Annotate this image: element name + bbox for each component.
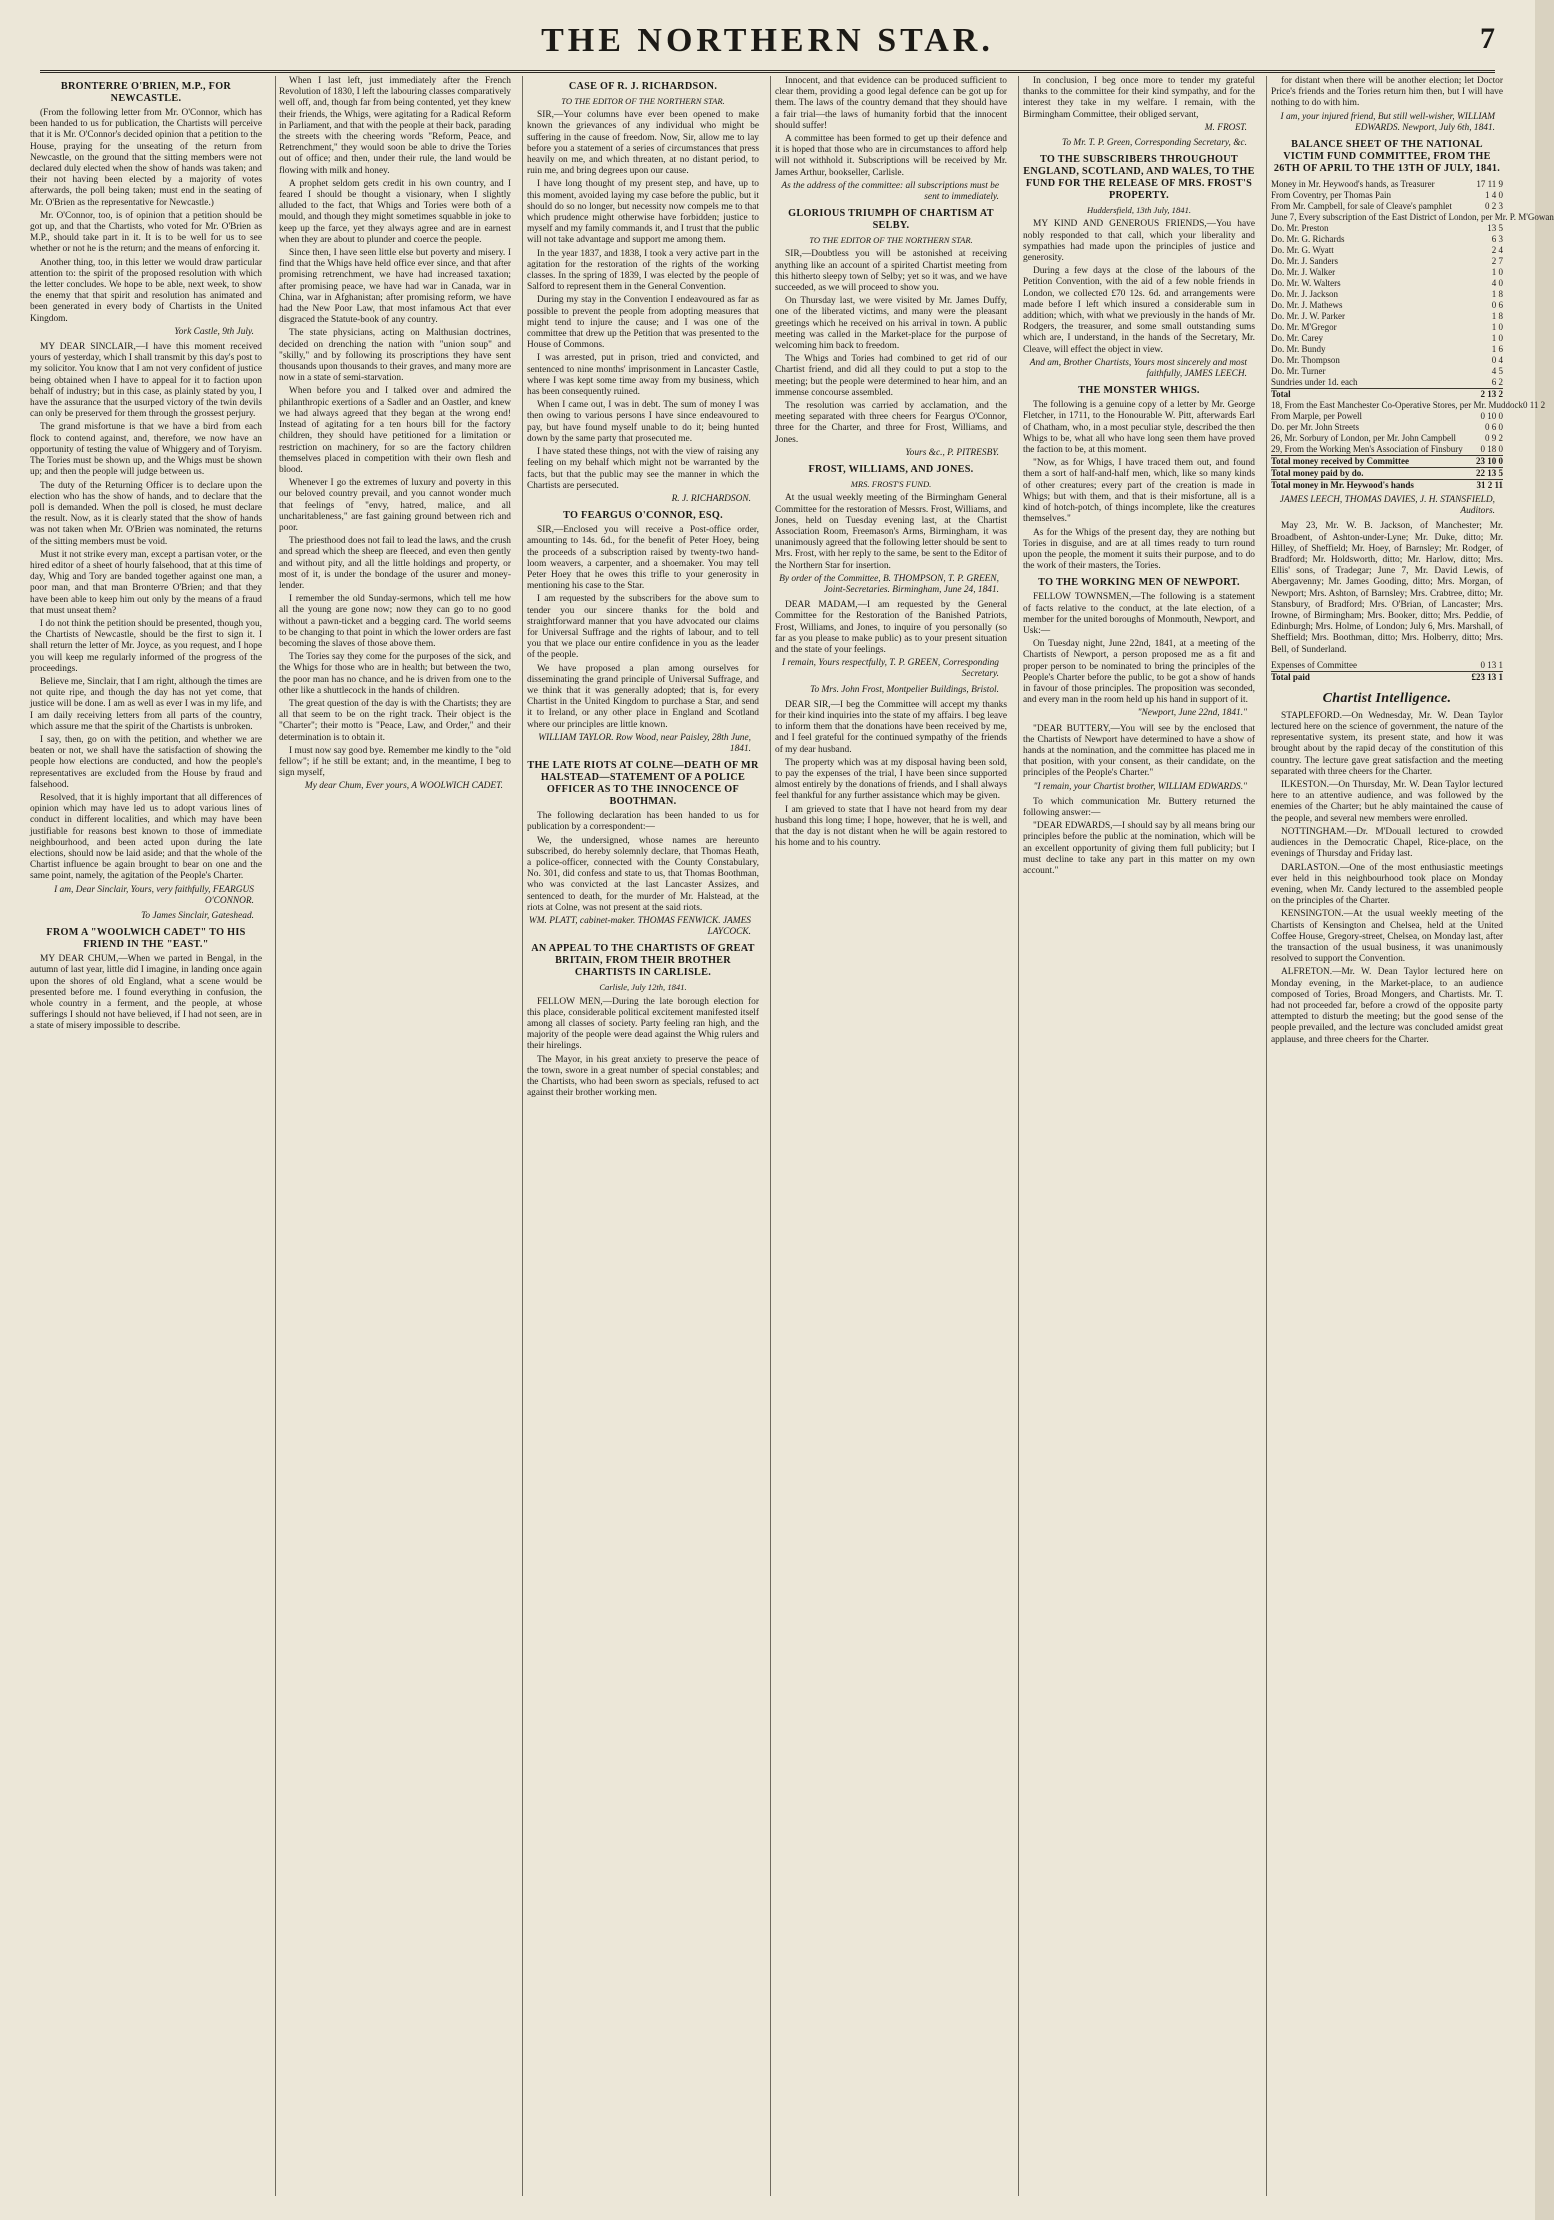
article-paragraph: FELLOW TOWNSMEN,—The following is a statement of facts relative to the conduct, at the late election, of a member for the united boroughs of Monmouth, Newport, and Usk:—	[1023, 592, 1255, 636]
column-rule	[275, 76, 276, 2196]
balance-amount: 1 8	[1491, 311, 1503, 322]
balance-label: Do. Mr. J. Mathews	[1271, 300, 1343, 311]
article-paragraph: MY KIND AND GENEROUS FRIENDS,—You have nobly responded to that call, which your liberality and sympathies had made upon the principles of justice and generosity.	[1023, 219, 1255, 264]
balance-label: Money in Mr. Heywood's hands, as Treasurer	[1271, 179, 1435, 190]
article-signature: I am, your injured friend, But still well-wisher, WILLIAM EDWARDS. Newport, July 6th, 1841.	[1280, 111, 1495, 133]
article-heading: AN APPEAL TO THE CHARTISTS OF GREAT BRITAIN, FROM THEIR BROTHER CHARTISTS IN CARLISLE.	[531, 943, 755, 979]
article-subheading: TO THE EDITOR OF THE NORTHERN STAR.	[561, 96, 725, 106]
balance-row	[1271, 223, 1503, 234]
article-signature: JAMES LEECH, THOMAS DAVIES, J. H. STANSFIELD, Auditors.	[1279, 495, 1495, 517]
article-paragraph: We, the undersigned, whose names are hereunto subscribed, do hereby solemnly declare, that Thomas Heath, a police-officer, connected with the County Constabulary, No. 301, did confess and state to us, that Thomas Boothman, who was convicted at the last Lancaster Assizes, and sentenced to death, for the murder of Mr. Halstead, at the riots at Colne, was not present at the said riots.	[527, 835, 759, 913]
article-subheading: Carlisle, July 12th, 1841.	[599, 982, 687, 993]
article-paragraph: ALFRETON.—Mr. W. Dean Taylor lectured here on Monday evening, in the Market-place, to an audience composed of Tories, Broad Mongers, and Chartists. Mr. T. had not proceeded far, before a crowd of the opposite party attempted to disturb the meeting; but the good sense of the people prevailed, and the lecture was concluded amidst great applause, and three cheers for the Charter.	[1271, 967, 1503, 1045]
balance-amount: 13 5	[1487, 223, 1503, 234]
balance-row	[1271, 179, 1503, 190]
balance-row	[1271, 190, 1503, 201]
article-paragraph: During my stay in the Convention I endeavoured as far as possible to prevent the people from adopting measures that might tend to injure the cause; and I was one of the committee that drew up the Petition that was presented to the House of Commons.	[527, 295, 759, 351]
balance-amount: 2 13 2	[1480, 389, 1503, 400]
article-paragraph: The property which was at my disposal having been sold, to pay the expenses of the trial, I have been since supported almost entirely by the donations of friends, and I shall always feel thankful for any further assistance which may be given.	[775, 757, 1007, 802]
balance-row	[1271, 289, 1503, 300]
page-number: 7	[1480, 22, 1495, 55]
balance-row	[1271, 333, 1503, 344]
column-rule	[522, 76, 523, 2196]
column-1	[30, 76, 262, 2196]
article-paragraph: When I came out, I was in debt. The sum of money I was then owing to various persons I have since endeavoured to pay, but have found myself unable to do it; being hunted down by the same party that prosecuted me.	[527, 400, 759, 444]
article-signature: I remain, Yours respectfully, T. P. GREEN, Corresponding Secretary.	[781, 658, 999, 680]
column-2	[279, 76, 511, 2196]
article-subheading: Huddersfield, 13th July, 1841.	[1086, 205, 1192, 216]
balance-row	[1271, 467, 1503, 479]
article-paragraph: Innocent, and that evidence can be produced sufficient to clear them, providing a good legal defence can be got up for them. The laws of the country demand that they should have a fair trial—the laws of humanity forbid that the innocent should suffer!	[775, 76, 1007, 131]
balance-row	[1271, 245, 1503, 256]
balance-amount: 22 13 5	[1476, 468, 1503, 479]
article-signature: I am, Dear Sinclair, Yours, very faithfully, FEARGUS O'CONNOR.	[54, 884, 254, 906]
balance-amount: 0 6	[1491, 300, 1503, 311]
article-heading: CASE OF R. J. RICHARDSON.	[568, 81, 718, 92]
article-paragraph: The priesthood does not fail to lead the laws, and the crush and spread which the sheep are fleeced, and even then gently and without pity, and all the little holdings and property, or most of it, is under the bondage of the usurer and money-lender.	[279, 536, 511, 591]
balance-label: Do. Mr. Carey	[1271, 333, 1323, 344]
balance-row	[1271, 444, 1503, 455]
article-paragraph: I say, then, go on with the petition, and whether we are beaten or not, we shall have the satisfaction of showing the people how elections are conducted, and how the people's representatives are excluded from the House by fraud and falsehood.	[30, 734, 262, 790]
section-heading: Chartist Intelligence.	[1322, 690, 1452, 706]
article-paragraph: MY DEAR SINCLAIR,—I have this moment received yours of yesterday, which I shall transmit by this day's post to my solicitor. You know that I am not very confident of justice being obtained when I have to appeal for it to faction upon behalf of industry; but in this case, as plainly stated by you, I have the assurance that the usurped victory of the twin devils can only be preserved for them through the grossest perjury.	[30, 342, 262, 420]
article-paragraph: "DEAR EDWARDS,—I should say by all means bring our principles before the public at the nomination, which will be an excellent opportunity of giving them full publicity; but I must decline to take any part in this matter on my own account."	[1023, 821, 1255, 876]
article-paragraph: for distant when there will be another election; let Doctor Price's friends and the Tories return him then, but I will have nothing to do with him.	[1271, 76, 1503, 109]
article-heading: THE MONSTER WHIGS.	[1078, 385, 1200, 397]
balance-label: Total money paid by do.	[1271, 468, 1364, 479]
article-signature: By order of the Committee, B. THOMPSON, T. P. GREEN, Joint-Secretaries. Birmingham, June 24, 1841.	[779, 573, 999, 595]
column-rule	[770, 76, 771, 2196]
article-paragraph: Mr. O'Connor, too, is of opinion that a petition should be got up, and that the Chartists, who voted for Mr. O'Brien as M.P., should take part in it. It is to be well for us to see whether or not he is the return; and the means of enforcing it.	[30, 210, 262, 255]
article-paragraph: FELLOW MEN,—During the late borough election for this place, considerable political excitement manifested itself among all classes of society. Party feeling ran high, and the majority of the people were dead against the Whig rulers and their hirelings.	[527, 996, 759, 1052]
column-6	[1271, 76, 1554, 2196]
article-signature: As the address of the committee: all subscriptions must be sent to immediately.	[781, 180, 999, 203]
balance-row	[1271, 256, 1503, 267]
balance-label: Do. Mr. W. Walters	[1271, 278, 1341, 289]
balance-label: From Marple, per Powell	[1271, 411, 1362, 422]
balance-sheet	[1271, 179, 1554, 491]
article-paragraph: NOTTINGHAM.—Dr. M'Douall lectured to crowded audiences in the Democratic Chapel, Rice-place, on the evenings of Thursday and Friday last.	[1271, 826, 1503, 860]
balance-amount: 0 9 2	[1485, 433, 1503, 444]
article-paragraph: When before you and I talked over and admired the philanthropic exertions of a Sadler and an Oastler, and knew we had always agreed that they began at the wrong end! Instead of agitating for a ten hours bill for the factory children, they should have petitioned for a limitation or restriction on machinery, for so are the factory children themselves placed in competition with their own flesh and blood.	[279, 386, 511, 475]
balance-amount: 0 4	[1491, 355, 1503, 366]
article-paragraph: The duty of the Returning Officer is to declare upon the election who has the show of hands, and to declare that the poll is demanded. When the poll is closed, he must declare the result. Now, as it is clearly stated that the show of hands was not taken when Mr. O'Brien was nominated, the returns of the sitting members must be void.	[30, 480, 262, 547]
balance-label: Do. Mr. J. Walker	[1271, 267, 1336, 278]
article-heading: THE LATE RIOTS AT COLNE—DEATH OF MR HALSTEAD—STATEMENT OF A POLICE OFFICER AS TO THE INNOCENCE OF BOOTHMAN.	[527, 760, 759, 808]
article-heading: TO FEARGUS O'CONNOR, ESQ.	[563, 510, 723, 522]
balance-row	[1271, 344, 1503, 355]
article-heading: FROM A "WOOLWICH CADET" TO HIS FRIEND IN THE "EAST."	[46, 927, 246, 951]
balance-amount: 1 0	[1491, 267, 1503, 278]
balance-row	[1271, 311, 1503, 322]
article-paragraph: As for the Whigs of the present day, they are nothing but Tories in disguise, and are at all times ready to turn round upon the people, the moment it suits their purpose, and to do the work of their masters, the Tories.	[1023, 527, 1255, 572]
balance-label: Total	[1271, 389, 1291, 400]
article-paragraph: When I last left, just immediately after the French Revolution of 1830, I left the labouring classes comparatively well off, and, though far from being contented, yet they knew their friends, the Whigs, were agitating for a Radical Reform in Parliament, and that with the people at their back, parading the streets with the cheering words "Reform, Peace, and Retrenchment," they would soon be able to drive the Tories out of office; and then, under their rule, the land would be flowing with milk and honey.	[279, 76, 511, 176]
article-signature: Yours &c., P. PITRESBY.	[905, 447, 999, 458]
balance-label: Do. Mr. Turner	[1271, 366, 1326, 377]
article-paragraph: DARLASTON.—One of the most enthusiastic meetings ever held in this neighbourhood took place on Monday evening, when Mr. Candy lectured to the assembled people on the principles of the Charter.	[1271, 862, 1503, 907]
balance-label: 18, From the East Manchester Co-Operative Stores, per Mr. Muddock	[1271, 400, 1523, 411]
article-paragraph: Another thing, too, in this letter we would draw particular attention to: the spirit of the proposed resolution with which the letter concludes. We hope to be able, next week, to show the enemy that that spirit and resolution has animated and been generated in every body of Chartists in the United Kingdom.	[30, 257, 262, 324]
balance-sheet	[1271, 660, 1503, 683]
balance-label: Total money received by Committee	[1271, 456, 1409, 467]
article-paragraph: SIR,—Your columns have ever been opened to make known the grievances of any individual who might be suffering in the cause of freedom. Now, Sir, allow me to lay before you a statement of a series of circumstances that press heavily on me, and which threaten, at no distant period, to ruin me, and bring degrees upon our cause.	[527, 110, 759, 177]
balance-label: Sundries under 1d. each	[1271, 377, 1358, 388]
article-heading: TO THE WORKING MEN OF NEWPORT.	[1038, 577, 1240, 589]
balance-label: Total money in Mr. Heywood's hands	[1271, 480, 1414, 491]
article-paragraph: I have long thought of my present step, and have, up to this moment, avoided laying my case before the public, but it should do so no longer, but necessity now compels me to that which prudence might otherwise have forbidden; justice to myself and my family commands it, and I trust that the public will not take advantage and support me among them.	[527, 179, 759, 246]
balance-row	[1271, 267, 1503, 278]
balance-label: Do. Mr. J. Sanders	[1271, 256, 1338, 267]
balance-amount: 6 2	[1491, 377, 1503, 388]
balance-label: Expenses of Committee	[1271, 659, 1357, 670]
balance-label: From Coventry, per Thomas Pain	[1271, 190, 1391, 201]
article-signature: And am, Brother Chartists, Yours most sincerely and most faithfully, JAMES LEECH.	[1029, 357, 1247, 380]
balance-row	[1271, 300, 1503, 311]
balance-label: 29, From the Working Men's Association of Finsbury	[1271, 444, 1463, 455]
balance-amount: 17 11 9	[1476, 179, 1503, 190]
article-signature: "I remain, your Chartist brother, WILLIAM EDWARDS."	[1033, 781, 1247, 792]
article-signature: WILLIAM TAYLOR. Row Wood, near Paisley, 28th June, 1841.	[538, 732, 751, 754]
article-heading: GLORIOUS TRIUMPH OF CHARTISM AT SELBY.	[788, 208, 994, 232]
article-signature: My dear Chum, Ever yours, A WOOLWICH CADET.	[304, 781, 503, 792]
article-signature: To Mrs. John Frost, Montpelier Buildings, Bristol.	[810, 684, 999, 695]
balance-row	[1271, 660, 1503, 671]
balance-label: Do. Mr. J. W. Parker	[1271, 311, 1345, 322]
article-paragraph: The Whigs and Tories had combined to get rid of our Chartist friend, and did all they could to put a stop to the meeting; but the people were determined to hear him, and an immense concourse assembled.	[775, 354, 1007, 398]
article-paragraph: We have proposed a plan among ourselves for disseminating the grand principle of Universal Suffrage, and we think that it was generally adopted; that is, for every Chartist in the United Kingdom to purchase a Star, and send it to Ireland, or any other place in England and Scotland where our principles are little known.	[527, 663, 759, 730]
article-subheading: MRS. FROST'S FUND.	[850, 479, 932, 490]
balance-label: Do. Mr. J. Jackson	[1271, 289, 1338, 300]
article-paragraph: I have stated these things, not with the view of raising any feeling on my behalf which might not be warranted by the facts, but that the public may see the manner in which the Chartists are persecuted.	[527, 447, 759, 491]
article-subheading: TO THE EDITOR OF THE NORTHERN STAR.	[809, 235, 973, 246]
balance-amount: 1 0	[1491, 322, 1503, 333]
balance-label: Total paid	[1271, 671, 1310, 682]
balance-row	[1271, 433, 1503, 444]
article-paragraph: "Now, as for Whigs, I have traced them out, and found them a sort of half-and-half men, which, like so many kinds of other creatures; every part of the creation is made in Whigs; but with them, and that is their misfortune, all is a kind of hotch-potch, of things incomplete, like the creatures themselves."	[1023, 458, 1255, 525]
balance-row	[1271, 377, 1503, 388]
article-paragraph: In the year 1837, and 1838, I took a very active part in the agitation for the restoration of the rights of the working classes. In the spring of 1839, I was elected by the people of Salford to represent them in the General Convention.	[527, 248, 759, 293]
balance-amount: 2 4	[1491, 245, 1503, 256]
article-paragraph: SIR,—Enclosed you will receive a Post-office order, amounting to 14s. 6d., for the benefit of Peter Hoey, being the proceeds of a subscription raised by twenty-two hand-loom weavers, a carpenter, and a shoemaker. You may tell Peter Hoey that he owes this trifle to your generosity in mentioning his case to the Star.	[527, 525, 759, 592]
balance-amount: 4 0	[1491, 278, 1503, 289]
balance-label: From Mr. Campbell, for sale of Cleave's pamphlet	[1271, 201, 1452, 212]
article-paragraph: Whenever I go the extremes of luxury and poverty in this our beloved country prevail, and you cannot wonder much that feelings of "envy, hatred, malice, and all uncharitableness," are fast gaining ground between rich and poor.	[279, 478, 511, 533]
article-paragraph: I must now say good bye. Remember me kindly to the "old fellow"; if he still be extant; and, in the meantime, I beg to sign myself,	[279, 745, 511, 779]
balance-amount: 0 2 3	[1485, 201, 1503, 212]
balance-label: Do. Mr. Preston	[1271, 223, 1329, 234]
article-signature: M. FROST.	[1204, 122, 1247, 133]
masthead	[40, 18, 1495, 73]
balance-amount: 0 18 0	[1480, 444, 1503, 455]
article-paragraph: The following declaration has been handed to us for publication by a correspondent:—	[527, 811, 759, 833]
balance-amount: 6 3	[1491, 234, 1503, 245]
article-paragraph: ILKESTON.—On Thursday, Mr. W. Dean Taylor lectured here to an attentive audience, and was followed by the enemies of the Charter; but he ably maintained the cause of the people, and several new members were enrolled.	[1271, 780, 1503, 824]
article-paragraph: To which communication Mr. Buttery returned the following answer:—	[1023, 796, 1255, 818]
balance-label: June 7, Every subscription of the East District of London, per Mr. P. M'Gowan	[1271, 212, 1554, 223]
balance-amount: 2 7	[1491, 256, 1503, 267]
article-paragraph: I do not think the petition should be presented, though you, the Chartists of Newcastle, should be the first to sign it. I shall return the letter of Mr. Joyce, as you request, and I hope you will keep me regularly informed of the progress of the proceedings.	[30, 618, 262, 674]
column-5	[1023, 76, 1255, 2196]
balance-label: Do. Mr. M'Gregor	[1271, 322, 1337, 333]
balance-row	[1271, 479, 1503, 491]
article-paragraph: During a few days at the close of the labours of the Petition Convention, with the aid of a few noble friends in London, we collected £70 12s. 6d. and arrangements were made before I left which insured a considerable sum in addition; which, with what we previously in the hands of Mr. Rodgers, the treasurer, and some small outstanding sums which are, I understand, in the hands of the Secretary, Mr. Cleave, will effect the object in view.	[1023, 266, 1255, 355]
article-paragraph: Must it not strike every man, except a partisan voter, or the hired editor of a sheet of hourly falsehood, that at this time of day, Whig and Tory are banded together against one man, a poor man, and that man Bronterre O'Brien; and that they have been able to keep him out only by the means of a fraud that must unseat them?	[30, 549, 262, 616]
article-paragraph: STAPLEFORD.—On Wednesday, Mr. W. Dean Taylor lectured here on the science of government, the nature of the representative system, its present state, and how it was brought about by the rapid decay of the constitution of this country. The lecture gave great satisfaction and the meeting separated with three cheers for the Charter.	[1271, 710, 1503, 777]
balance-row	[1271, 411, 1503, 422]
article-paragraph: DEAR MADAM,—I am requested by the General Committee for the Restoration of the Banished Patriots, Frost, Williams, and Jones, to inquire of you personally (so far as you please to make public) as to your present situation and the state of your feelings.	[775, 600, 1007, 655]
balance-label: Do. Mr. Bundy	[1271, 344, 1326, 355]
article-paragraph: A committee has been formed to get up their defence and it is hoped that those who are in circumstances to afford help will not withhold it. Subscriptions will be received by Mr. James Arthur, bookseller, Carlisle.	[775, 134, 1007, 178]
article-signature: To Mr. T. P. Green, Corresponding Secretary, &c.	[1062, 138, 1247, 149]
balance-amount: 4 5	[1491, 366, 1503, 377]
article-heading: BRONTERRE O'BRIEN, M.P., FOR NEWCASTLE.	[60, 81, 232, 104]
balance-amount: 1 0	[1491, 333, 1503, 344]
column-rule	[1018, 76, 1019, 2196]
article-paragraph: On Thursday last, we were visited by Mr. James Duffy, one of the liberated victims, and many were the pleasant greetings which he received on his arrival in town. A public meeting was called in the Market-place for the purpose of welcoming him back to freedom.	[775, 296, 1007, 352]
balance-label: Do. Mr. G. Wyatt	[1271, 245, 1334, 256]
balance-row	[1271, 212, 1554, 223]
article-paragraph: A prophet seldom gets credit in his own country, and I feared I should be thought a visionary, when I slightly alluded to the fact, that Whigs and Tories were both of a mould, and though they might sometimes squabble in joke to keep up the farce, yet they always agree and are in earnest when they are about to plunder and coerce the people.	[279, 178, 511, 245]
article-paragraph: Believe me, Sinclair, that I am right, although the times are not quite ripe, and though the day has not yet come, that justice will be done. I am as well as ever I was in my life, and I am daily receiving letters from all parts of the country, which assure me that the spirit of the Chartists is unbroken.	[30, 676, 262, 732]
balance-row	[1271, 201, 1503, 212]
balance-amount: 1 4 0	[1485, 190, 1503, 201]
balance-row	[1271, 388, 1503, 400]
balance-amount: 0 6 0	[1485, 422, 1503, 433]
article-paragraph: At the usual weekly meeting of the Birmingham General Committee for the restoration of Messrs. Frost, Williams, and Jones, held on Tuesday evening last, at the Chartist Association Room, Freemason's Arms, Birmingham, it was unanimously agreed that the following letter should be sent to Mrs. Frost, with her reply to the same, be sent to the Editor of the Northern Star for insertion.	[775, 493, 1007, 571]
balance-amount: 0 10 0	[1480, 411, 1503, 422]
balance-amount: 31 2 11	[1476, 480, 1503, 491]
balance-row	[1271, 234, 1503, 245]
article-paragraph: I was arrested, put in prison, tried and convicted, and sentenced to nine months' imprisonment in Lancaster Castle, where I was kept some time away from my business, which has been consequently ruined.	[527, 353, 759, 398]
article-columns	[30, 76, 1554, 2196]
article-heading: TO THE SUBSCRIBERS THROUGHOUT ENGLAND, SCOTLAND, AND WALES, TO THE FUND FOR THE RELEASE OF MRS. FROST'S PROPERTY.	[1023, 154, 1255, 202]
balance-amount: 1 6	[1491, 344, 1503, 355]
article-signature: York Castle, 9th July.	[174, 326, 254, 337]
balance-amount: 0 13 1	[1480, 659, 1503, 670]
article-heading: FROST, WILLIAMS, AND JONES.	[808, 464, 974, 476]
balance-amount: 23 10 0	[1476, 456, 1503, 467]
balance-amount: £23 13 1	[1471, 671, 1503, 682]
article-paragraph: KENSINGTON.—At the usual weekly meeting of the Chartists of Kensington and Chelsea, held at the United Coffee House, Gregory-street, Chelsea, on Monday last, after the transaction of the usual business, it was unanimously resolved to support the Convention.	[1271, 909, 1503, 965]
balance-row	[1271, 422, 1503, 433]
article-paragraph: May 23, Mr. W. B. Jackson, of Manchester; Mr. Broadbent, of Ashton-under-Lyne; Mr. Duke, ditto; Mr. Hilley, of Sheffield; Mr. Hoey, of Barnsley; Mr. Rodger, of Bradford; Mr. Holdsworth, ditto; Mr. Harlow, ditto; Mrs. Ellis' sons, of Tradegar; June 7, Mr. David Lewis, of Abergavenny; Mr. James Gooding, ditto; Mrs. Morgan, of Newport; Mrs. Ashton, of Barnsley; Mrs. Crabtree, ditto; Mr. Stansbury, of Bradford; Mrs. O'Brian, of Lancaster; Mrs. Irowne, of Birmingham; Mrs. Booker, ditto; Mrs. Peddie, of Edinburgh; Mrs. Holme, of London; July 6, Mrs. Marshall, of Sheffield; Mrs. Boothman, ditto; Mrs. Holberry, ditto; Mrs. Bell, of Sunderland.	[1271, 521, 1503, 655]
article-paragraph: DEAR SIR,—I beg the Committee will accept my thanks for their kind inquiries into the state of my affairs. I beg leave to inform them that the donations have been received by me, and I feel grateful for the continued sympathy of the friends of my dear husband.	[775, 699, 1007, 755]
article-paragraph: "DEAR BUTTERY,—You will see by the enclosed that the Chartists of Newport have determined to have a show of hands at the nomination, and the committee has placed me in that position, with your consent, as their candidate, on the principles of the People's Charter."	[1023, 723, 1255, 779]
article-paragraph: (From the following letter from Mr. O'Connor, which has been handed to us for publication, the Chartists will perceive that it is Mr. O'Connor's decided opinion that a petition to the House, praying for the unseating of the return from Newcastle, on the ground that the sitting members were not declared duly elected when the show of hands was taken; and their not having been elected by a majority of votes afterwards, the poll being taken; must end in the seating of Mr. O'Brien as the representative for Newcastle.)	[30, 108, 262, 208]
article-signature: R. J. RICHARDSON.	[671, 493, 751, 504]
article-paragraph: In conclusion, I beg once more to tender my grateful thanks to the committee for their kind sympathy, and for the interest they take in my welfare. I remain, with the Birmingham Committee, their obliged servant,	[1023, 76, 1255, 120]
article-paragraph: SIR,—Doubtless you will be astonished at receiving anything like an account of a spirited Chartist meeting from this hitherto sleepy town of Selby; yet so it was, and we have succeeded, as we will proceed to show you.	[775, 249, 1007, 294]
balance-row	[1271, 355, 1503, 366]
balance-row	[1271, 400, 1546, 411]
article-paragraph: The great question of the day is with the Chartists; they are all that seem to be on the right track. Their object is the "Charter"; their motto is "Peace, Law, and Order," and their determination is to obtain it.	[279, 698, 511, 743]
balance-row	[1271, 671, 1503, 683]
balance-label: Do. per Mr. John Streets	[1271, 422, 1359, 433]
article-signature: To James Sinclair, Gateshead.	[141, 911, 254, 922]
article-paragraph: On Tuesday night, June 22nd, 1841, at a meeting of the Chartists of Newport, a person proposed me as a fit and proper person to be nominated to bring the principles of the People's Charter before the public, to be got a show of hands in favour of those principles. The proposition was seconded, and every man in the room held up his hand in support of it.	[1023, 639, 1255, 706]
article-signature: "Newport, June 22nd, 1841."	[1137, 708, 1247, 719]
article-paragraph: I am requested by the subscribers for the above sum to tender you our sincere thanks for the bold and straightforward manner that you have advocated our claims for Universal Suffrage and the rights of labour, and to tell you that we place our entire confidence in you as the leader of the people.	[527, 594, 759, 661]
column-3	[527, 76, 759, 2196]
balance-label: Do. Mr. Thompson	[1271, 355, 1340, 366]
article-paragraph: Since then, I have seen little else but poverty and misery. I find that the Whigs have held office ever since, and that after promising retrenchment, we have had increased taxation; after promising peace, we have had war in Canada, war in China, war in Afghanistan; after promising reform, we have had the New Poor Law, that most infamous Act that ever disgraced the Statute-book of any country.	[279, 248, 511, 326]
balance-row	[1271, 278, 1503, 289]
article-paragraph: The Tories say they come for the purposes of the sick, and the Whigs for those who are in health; but between the two, the poor man has no chance, and he is driven from one to the other like a shuttlecock in the hands of children.	[279, 652, 511, 696]
article-paragraph: The grand misfortune is that we have a bird from each flock to contend against, and, therefore, we now have an opportunity of testing the value of Whiggery and of Toryism. The Tories must be shown up, and the Whigs must be shown up; and then the people will judge between us.	[30, 422, 262, 478]
article-paragraph: The Mayor, in his great anxiety to preserve the peace of the town, swore in a great number of special constables; and the Chartists, who had been sworn as specials, refused to act against their brother working men.	[527, 1054, 759, 1099]
article-paragraph: The resolution was carried by acclamation, and the meeting separated with three cheers for Feargus O'Connor, three for the Charter, and three for Frost, Williams, and Jones.	[775, 401, 1007, 445]
article-signature: WM. PLATT, cabinet-maker. THOMAS FENWICK. JAMES LAYCOCK.	[528, 916, 751, 938]
balance-amount: 1 8	[1491, 289, 1503, 300]
article-heading: BALANCE SHEET OF THE NATIONAL VICTIM FUND COMMITTEE, FROM THE 26TH OF APRIL TO THE 13TH OF JULY, 1841.	[1273, 139, 1501, 175]
balance-label: Do. Mr. G. Richards	[1271, 234, 1345, 245]
article-paragraph: I remember the old Sunday-sermons, which tell me how all the young are gone now; now they can go to no good without a pawn-ticket and a begging card. The world seems to be changing to that point in which the lower orders are fast becoming the slaves of those above them.	[279, 594, 511, 649]
balance-row	[1271, 366, 1503, 377]
article-paragraph: I am grieved to state that I have not heard from my dear husband this long time; I hope, however, that he is well, and that the day is not distant when he will be again restored to his home and to his country.	[775, 804, 1007, 849]
balance-row	[1271, 455, 1503, 467]
balance-row	[1271, 322, 1503, 333]
column-4	[775, 76, 1007, 2196]
article-paragraph: The state physicians, acting on Malthusian doctrines, decided on drenching the nation with "union soup" and "skilly," and by following its proscriptions they have sent thousands upon thousands to their graves, and many more are now in a state of semi-starvation.	[279, 328, 511, 384]
balance-amount: 0 11 2	[1522, 400, 1546, 411]
newspaper-title: THE NORTHERN STAR.	[541, 22, 994, 59]
article-paragraph: The following is a genuine copy of a letter by Mr. George Fletcher, in 1711, to the Honourable W. Pitt, afterwards Earl of Chatham, who, in a most peculiar style, described the then Whigs to be, what all who have long seen them have proved the faction to be, at this moment.	[1023, 400, 1255, 456]
balance-label: 26, Mr. Sorbury of London, per Mr. John Campbell	[1271, 433, 1456, 444]
article-paragraph: Resolved, that it is highly important that all differences of opinion which may have led us to adopt various lines of conduct in different localities, and which may have been justifiable for reasons best known to those of immediate neighbourhood, and been acted upon during the late elections, should now be laid aside; and that the whole of the Chartist influence be again brought to bear on one and the same point, namely, the agitation of the People's Charter.	[30, 792, 262, 882]
article-paragraph: MY DEAR CHUM,—When we parted in Bengal, in the autumn of last year, little did I imagine, in landing once again upon the shores of old England, what a scene would be presented before me. I found everything in confusion, the whole country in a ferment, and the people, at whose sufferings I should not have believed, if I had not seen, are in a state of misery impossible to describe.	[30, 954, 262, 1032]
column-rule	[1266, 76, 1267, 2196]
